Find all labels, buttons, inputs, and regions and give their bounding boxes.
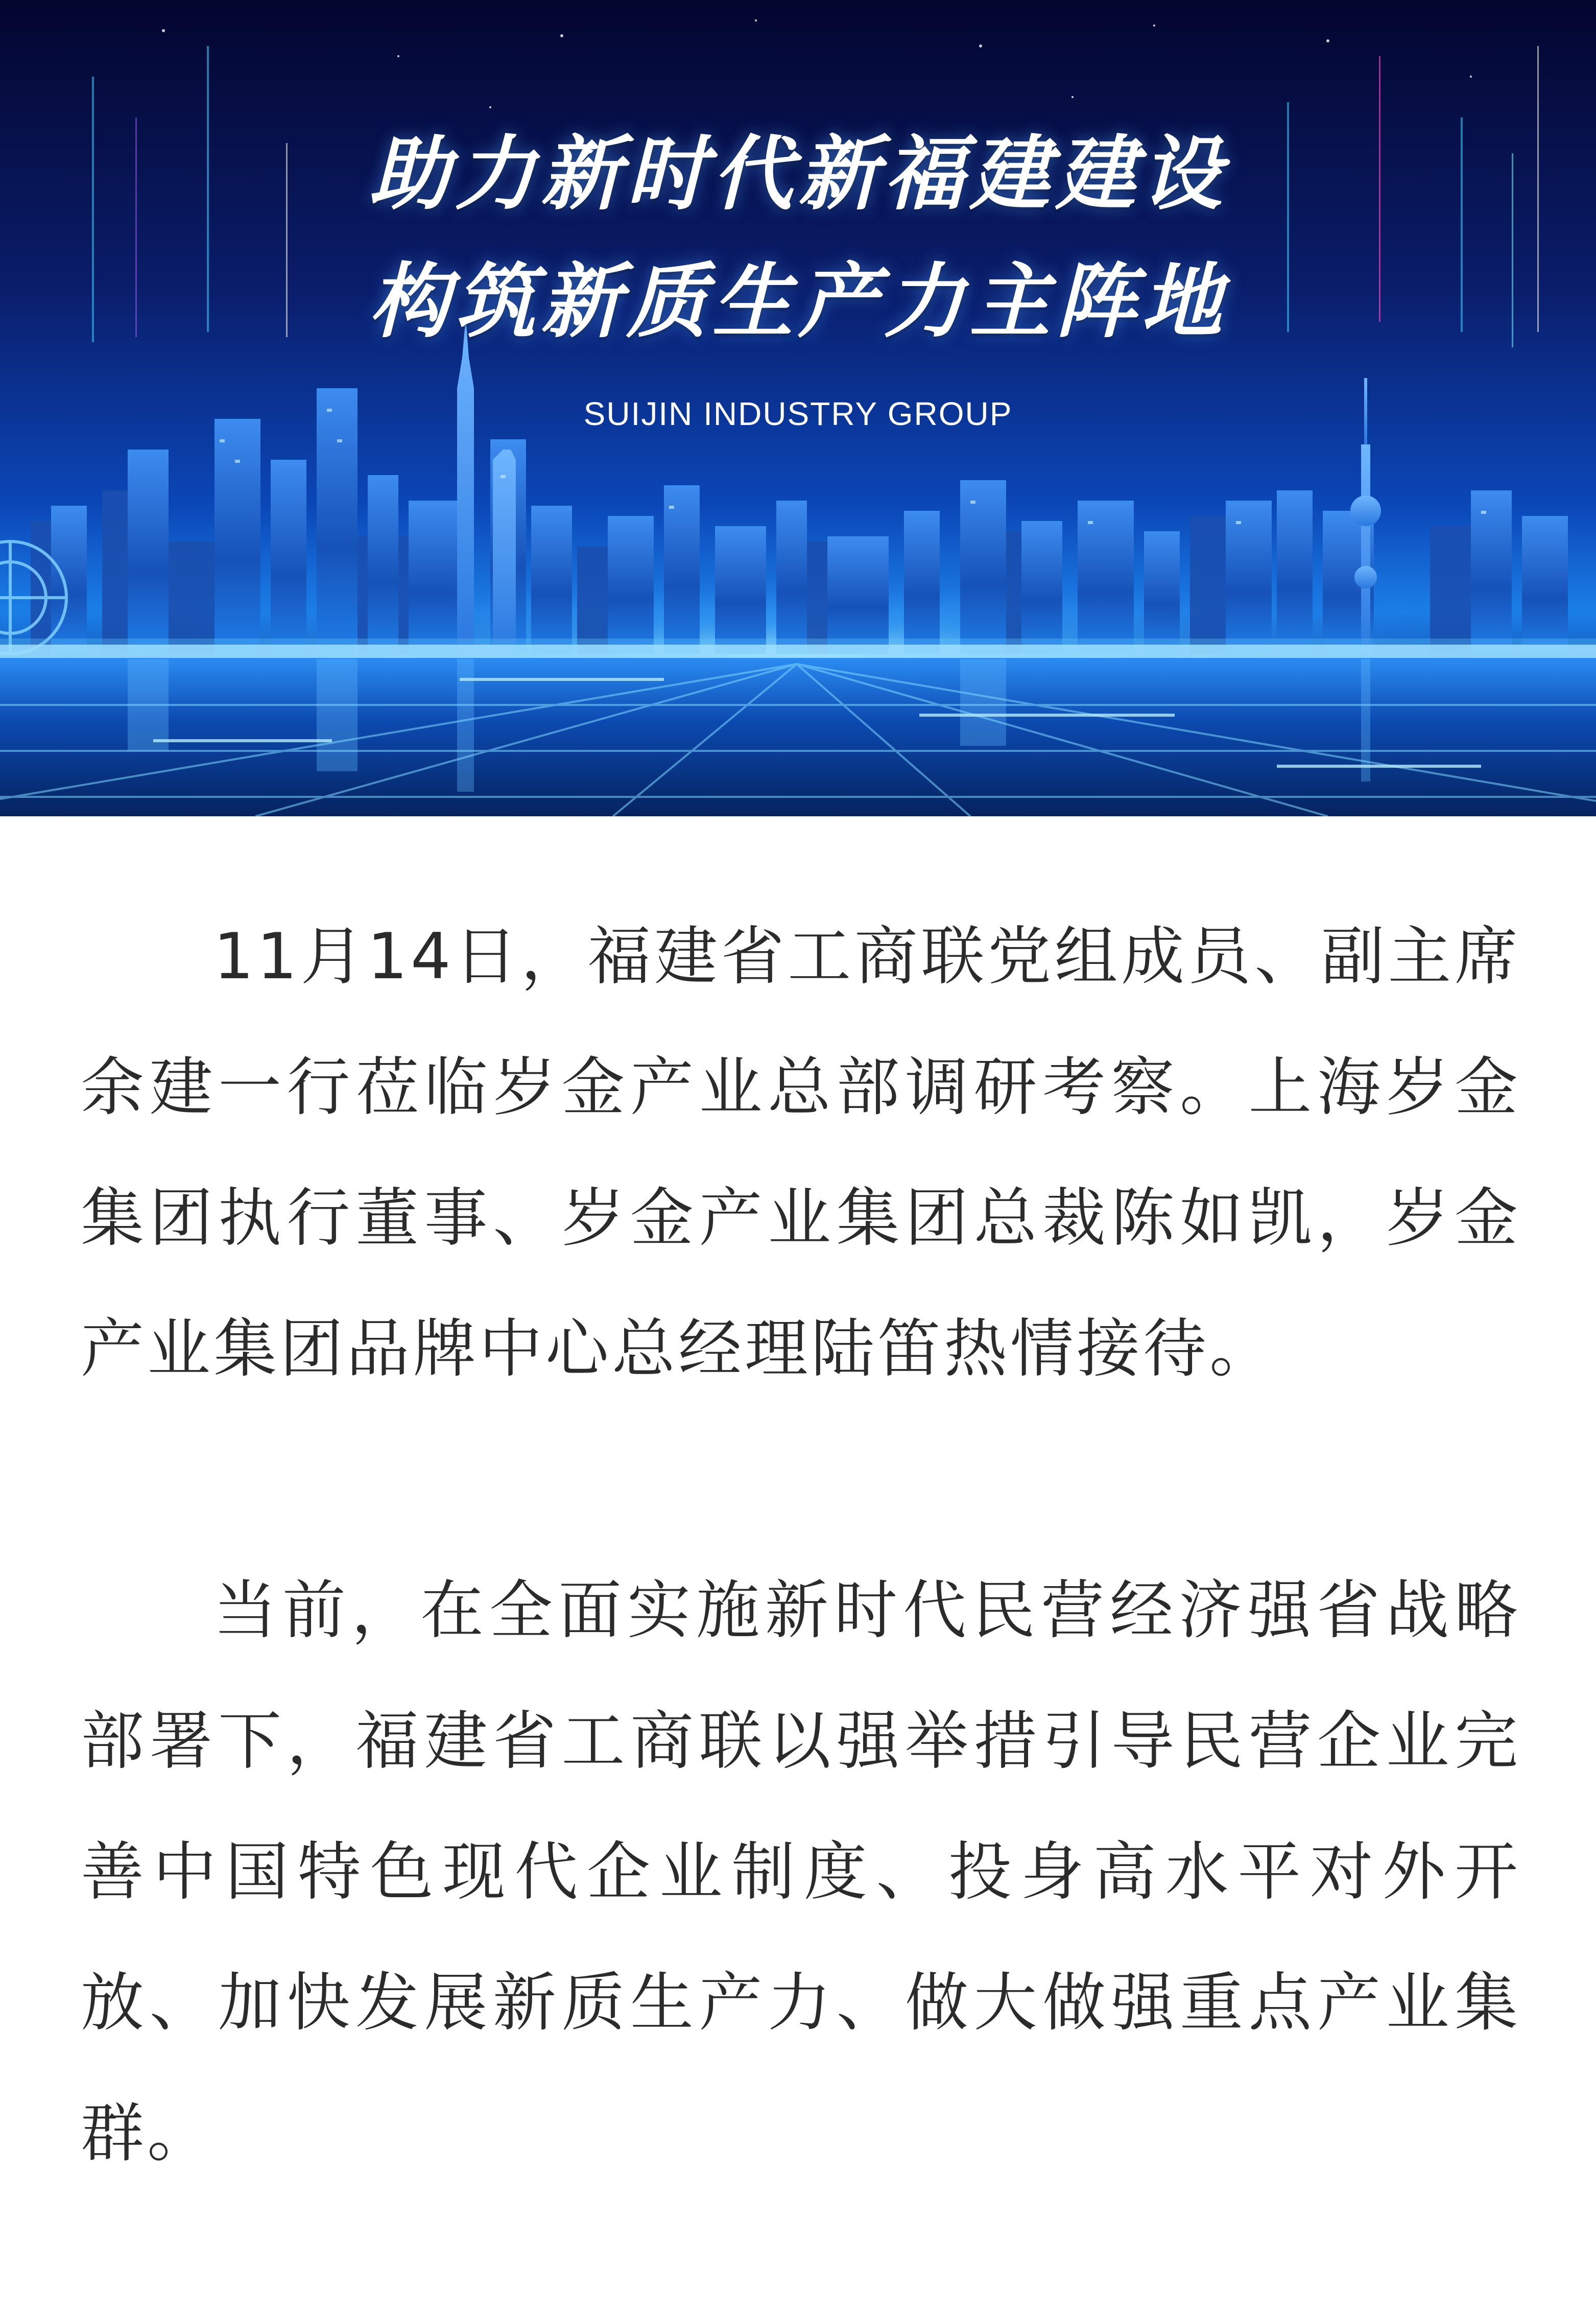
banner-title-line-1: 助力新时代新福建建设 <box>369 127 1227 221</box>
brand-name-english: SUIJIN INDUSTRY GROUP <box>583 395 1013 432</box>
header-banner <box>0 0 1596 816</box>
article-paragraph-2: 当前，在全面实施新时代民营经济强省战略部署下，福建省工商联以强举措引导民营企业完善中国特色现代企业制度、投身高水平对外开放、加快发展新质生产力、做大做强重点产业集群。 <box>81 1574 1521 2170</box>
article-paragraph-1: 11月14日，福建省工商联党组成员、副主席余建一行莅临岁金产业总部调研考察。上海岁金集团执行董事、岁金产业集团总裁陈如凯，岁金产业集团品牌中心总经理陆笛热情接待。 <box>81 920 1521 1386</box>
banner-title-line-2: 构筑新质生产力主阵地 <box>369 255 1227 349</box>
article-body <box>81 891 1521 2199</box>
